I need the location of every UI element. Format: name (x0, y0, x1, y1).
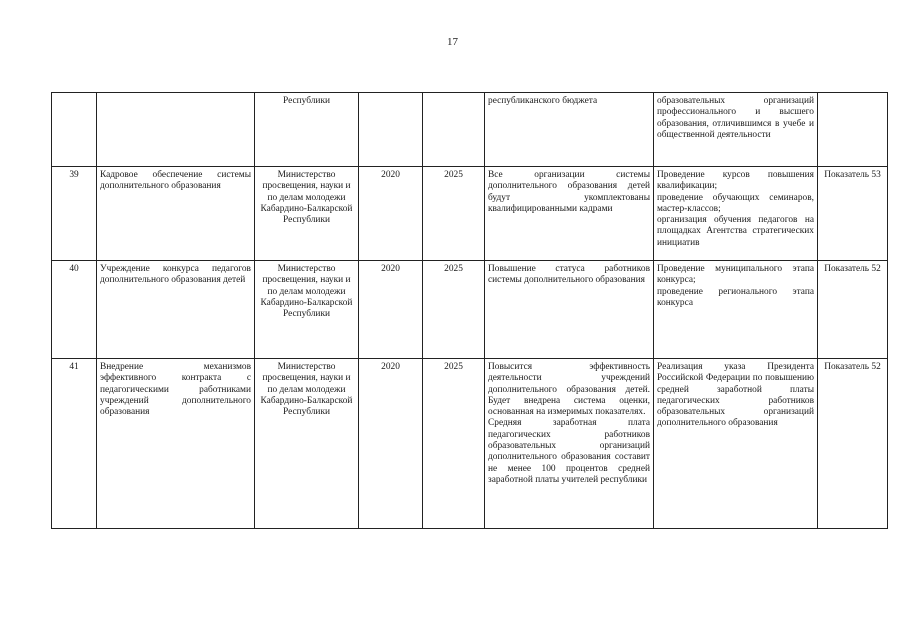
measure-name-cell (97, 93, 255, 167)
executor-cell: Министерство просвещения, науки и по делам молодежи Кабардино-Балкарской Республики (255, 167, 359, 261)
start-year-cell: 2020 (359, 167, 423, 261)
start-year-cell: 2020 (359, 261, 423, 359)
measure-name-cell: Кадровое обеспечение системы дополнительного образования (97, 167, 255, 261)
activities-cell: Реализация указа Президента Российской Федерации по повышению средней заработной платы педагогических работников образовательных организаций дополнительного образования (654, 359, 818, 529)
measure-name-cell: Внедрение механизмов эффективного контракта с педагогическими работниками учреждений дополнительного образования (97, 359, 255, 529)
executor-cell: Республики (255, 93, 359, 167)
end-year-cell (423, 93, 485, 167)
executor-cell: Министерство просвещения, науки и по делам молодежи Кабардино-Балкарской Республики (255, 261, 359, 359)
expected-result-cell: республиканского бюджета (485, 93, 654, 167)
indicator-cell: Показатель 53 (818, 167, 888, 261)
row-number-cell: 41 (52, 359, 97, 529)
start-year-cell (359, 93, 423, 167)
indicator-cell (818, 93, 888, 167)
end-year-cell: 2025 (423, 359, 485, 529)
start-year-cell: 2020 (359, 359, 423, 529)
indicator-cell: Показатель 52 (818, 261, 888, 359)
expected-result-cell: Повысится эффективность деятельности учреждений дополнительного образования детей. Будет внедрена система оценки, основанная на измеримых показателях. Средняя заработная плата педагогических работников образовательных организаций дополнительного образования составит не менее 100 процентов средней заработной платы учителей республики (485, 359, 654, 529)
table-row (52, 93, 888, 167)
row-number-cell: 39 (52, 167, 97, 261)
program-measures-table (51, 92, 888, 529)
table-row (52, 261, 888, 359)
activities-cell: Проведение курсов повышения квалификации; проведение обучающих семинаров, мастер-классов; организация обучения педагогов на площадках Агентства стратегических инициатив (654, 167, 818, 261)
page-number: 17 (447, 36, 458, 48)
activities-cell: Проведение муниципального этапа конкурса; проведение регионального этапа конкурса (654, 261, 818, 359)
end-year-cell: 2025 (423, 261, 485, 359)
measure-name-cell: Учреждение конкурса педагогов дополнительного образования детей (97, 261, 255, 359)
table-row (52, 359, 888, 529)
row-number-cell (52, 93, 97, 167)
executor-cell: Министерство просвещения, науки и по делам молодежи Кабардино-Балкарской Республики (255, 359, 359, 529)
table-row (52, 167, 888, 261)
end-year-cell: 2025 (423, 167, 485, 261)
expected-result-cell: Повышение статуса работников системы дополнительного образования (485, 261, 654, 359)
indicator-cell: Показатель 52 (818, 359, 888, 529)
activities-cell: образовательных организаций профессионального и высшего образования, отличившимся в учебе и общественной деятельности (654, 93, 818, 167)
expected-result-cell: Все организации системы дополнительного образования детей будут укомплектованы квалифицированными кадрами (485, 167, 654, 261)
row-number-cell: 40 (52, 261, 97, 359)
